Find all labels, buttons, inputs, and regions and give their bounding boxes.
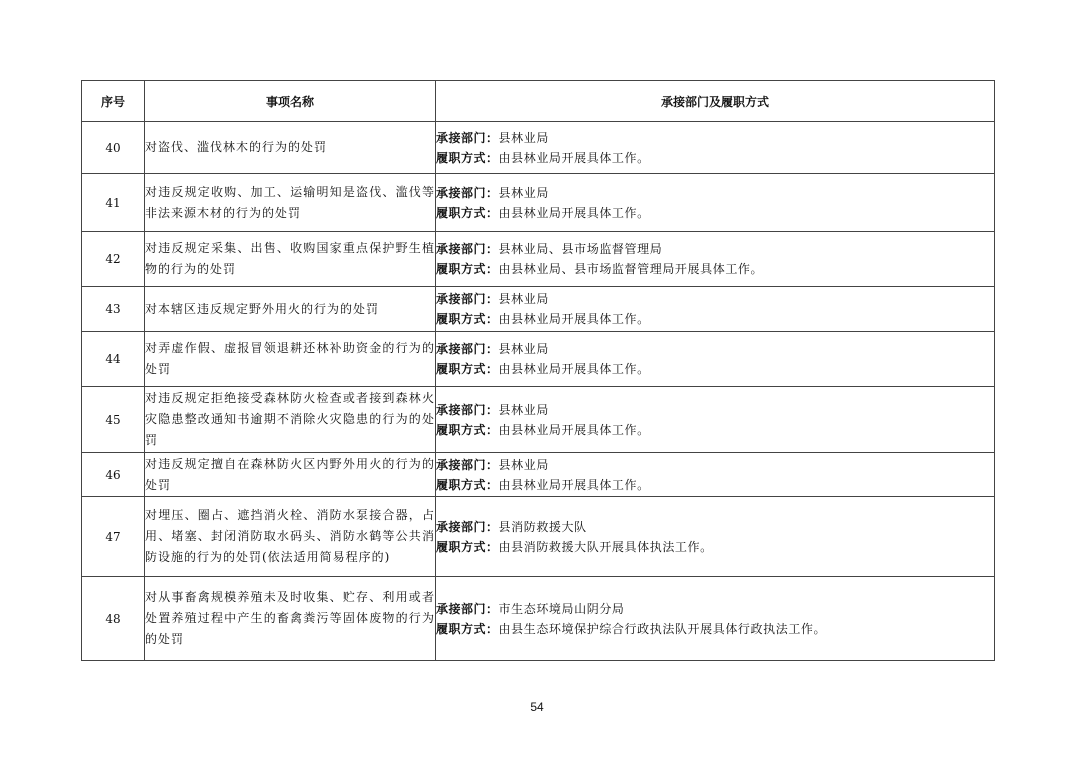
department-line (436, 128, 994, 148)
department-value: 县林业局 (498, 342, 549, 356)
matter-name: 对违反规定拒绝接受森林防火检查或者接到森林火灾隐患整改通知书逾期不消除火灾隐患的行为的处罚 (145, 387, 436, 453)
method-line (436, 259, 994, 279)
department-line (436, 517, 994, 537)
table-row (82, 287, 995, 332)
department-label: 承接部门： (436, 242, 499, 256)
department-cell (436, 232, 995, 287)
department-cell (436, 287, 995, 332)
page-number: 54 (530, 700, 544, 714)
department-value: 县消防救援大队 (498, 519, 587, 534)
department-value: 县林业局、县市场监督管理局 (498, 242, 663, 256)
department-line (436, 455, 994, 475)
department-cell (436, 577, 995, 661)
method-line (436, 420, 994, 440)
table-row (82, 387, 995, 453)
method-value: 由县林业局开展具体工作。 (498, 150, 650, 165)
method-line (436, 475, 994, 495)
method-value: 由县林业局开展具体工作。 (498, 312, 650, 326)
department-cell (436, 122, 995, 174)
table-header-row (82, 81, 995, 122)
table-row (82, 232, 995, 287)
matter-name: 对弄虚作假、虚报冒领退耕还林补助资金的行为的处罚 (145, 332, 436, 387)
table-row (82, 332, 995, 387)
department-label: 承接部门： (436, 342, 499, 356)
matters-table (81, 80, 995, 661)
method-label: 履职方式： (436, 422, 499, 437)
method-value: 由县生态环境保护综合行政执法队开展具体行政执法工作。 (498, 621, 827, 636)
department-label: 承接部门： (436, 292, 499, 306)
department-value: 市生态环境局山阴分局 (498, 601, 625, 616)
department-line (436, 239, 994, 259)
method-label: 履职方式： (436, 539, 499, 554)
row-number: 46 (82, 453, 145, 497)
matter-name: 对盗伐、滥伐林木的行为的处罚 (145, 122, 436, 174)
department-line (436, 183, 994, 203)
method-value: 由县林业局开展具体工作。 (498, 362, 650, 376)
row-number: 43 (82, 287, 145, 332)
row-number: 41 (82, 174, 145, 232)
matter-name: 对违反规定收购、加工、运输明知是盗伐、滥伐等非法来源木材的行为的处罚 (145, 174, 436, 232)
department-line (436, 400, 994, 420)
table-row (82, 174, 995, 232)
row-number: 44 (82, 332, 145, 387)
method-label: 履职方式： (436, 362, 499, 376)
method-label: 履职方式： (436, 477, 499, 492)
method-value: 由县林业局开展具体工作。 (498, 205, 650, 220)
method-label: 履职方式： (436, 150, 499, 165)
table-row (82, 122, 995, 174)
department-label: 承接部门： (436, 601, 499, 616)
method-value: 由县林业局开展具体工作。 (498, 422, 650, 437)
matter-name: 对从事畜禽规模养殖未及时收集、贮存、利用或者处置养殖过程中产生的畜禽粪污等固体废物的行为的处罚 (145, 577, 436, 661)
department-line (436, 289, 994, 309)
method-line (436, 359, 994, 379)
matter-name: 对违反规定采集、出售、收购国家重点保护野生植物的行为的处罚 (145, 232, 436, 287)
matter-name: 对本辖区违反规定野外用火的行为的处罚 (145, 287, 436, 332)
method-value: 由县林业局开展具体工作。 (498, 477, 650, 492)
method-value: 由县林业局、县市场监督管理局开展具体工作。 (498, 262, 764, 276)
department-value: 县林业局 (498, 402, 549, 417)
department-value: 县林业局 (498, 185, 549, 200)
department-cell (436, 497, 995, 577)
department-value: 县林业局 (498, 457, 549, 472)
row-number: 45 (82, 387, 145, 453)
department-label: 承接部门： (436, 457, 499, 472)
method-label: 履职方式： (436, 262, 499, 276)
header-department-and-method: 承接部门及履职方式 (436, 81, 995, 122)
department-cell (436, 332, 995, 387)
header-serial-number: 序号 (82, 81, 145, 122)
method-label: 履职方式： (436, 312, 499, 326)
department-cell (436, 387, 995, 453)
matter-name: 对违反规定擅自在森林防火区内野外用火的行为的处罚 (145, 453, 436, 497)
method-line (436, 537, 994, 557)
department-label: 承接部门： (436, 185, 499, 200)
method-line (436, 309, 994, 329)
header-matter-name: 事项名称 (145, 81, 436, 122)
table-row (82, 577, 995, 661)
matter-name: 对埋压、圈占、遮挡消火栓、消防水泵接合器，占用、堵塞、封闭消防取水码头、消防水鹤等公共消防设施的行为的处罚(依法适用简易程序的) (145, 497, 436, 577)
method-line (436, 203, 994, 223)
method-label: 履职方式： (436, 621, 499, 636)
table-row (82, 497, 995, 577)
department-value: 县林业局 (498, 292, 549, 306)
row-number: 42 (82, 232, 145, 287)
method-line (436, 148, 994, 168)
department-label: 承接部门： (436, 519, 499, 534)
row-number: 40 (82, 122, 145, 174)
department-line (436, 599, 994, 619)
method-value: 由县消防救援大队开展具体执法工作。 (498, 539, 713, 554)
department-line (436, 339, 994, 359)
table-row (82, 453, 995, 497)
method-line (436, 619, 994, 639)
method-label: 履职方式： (436, 205, 499, 220)
row-number: 47 (82, 497, 145, 577)
department-label: 承接部门： (436, 402, 499, 417)
department-label: 承接部门： (436, 130, 499, 145)
row-number: 48 (82, 577, 145, 661)
department-value: 县林业局 (498, 130, 549, 145)
department-cell (436, 174, 995, 232)
department-cell (436, 453, 995, 497)
